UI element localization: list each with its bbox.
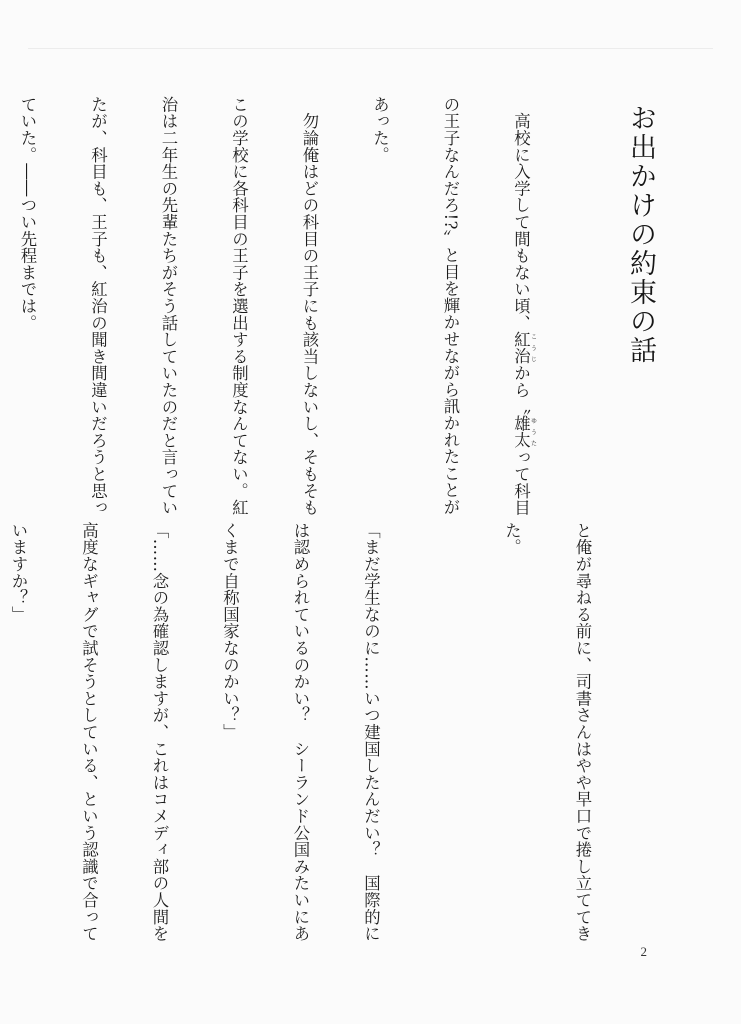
text-line: 高校に入学して間もない頃、紅治 こうじから〝雄太 ゆうたって科目 bbox=[511, 96, 537, 517]
ruby-kouji: 紅治 こうじ bbox=[511, 331, 537, 365]
text-block-upper bbox=[0, 96, 583, 517]
text-line: 治は二年生の先輩たちがそう話していたのだと言ってい bbox=[159, 96, 178, 516]
text-line: 「まだ学生なのに……いつ建国したんだい？ 国際的に bbox=[361, 522, 381, 942]
text-line: と俺が尋ねる前に、司書さんはやや早口で捲し立ててき bbox=[573, 522, 592, 942]
text-block-lower bbox=[0, 522, 641, 942]
ruby-yuta: 雄太 ゆうた bbox=[511, 415, 537, 449]
chapter-title: お出かけの約束の話 bbox=[625, 104, 656, 365]
page-edge bbox=[28, 48, 713, 49]
text-line: 高度なギャグで試そうとしている、という認識で合って bbox=[79, 522, 99, 942]
text-line: 「……念の為確認しますが、これはコメディ部の人間を bbox=[150, 522, 169, 942]
text-line: たが、科目も、王子も、紅治の聞き間違いだろうと思っ bbox=[88, 96, 108, 516]
text-line: くまで自称国家なのかい？」 bbox=[220, 522, 240, 741]
text-line: 勿論俺はどの科目の王子にも該当しないし、そもそも bbox=[300, 96, 319, 516]
blank-line bbox=[430, 522, 454, 942]
text-line: いますか？」 bbox=[9, 522, 28, 623]
text-line: ていた。――つい先程までは。 bbox=[18, 96, 37, 332]
text-line: の王子なんだろ!?〟と目を輝かせながら訊かれたことが bbox=[441, 96, 460, 516]
text-line: た。 bbox=[502, 522, 522, 556]
page-number: 2 bbox=[640, 944, 647, 959]
text-line: この学校に各科目の王子を選出する制度なんてない。紅 bbox=[229, 96, 249, 516]
text-line: あった。 bbox=[370, 96, 390, 164]
text-line: は認められているのかい？ シーランド公国みたいにあ bbox=[291, 522, 310, 942]
